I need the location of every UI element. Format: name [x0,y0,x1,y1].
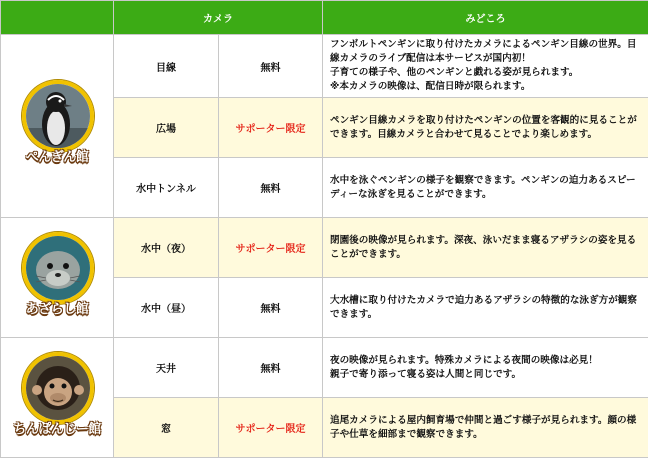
camera-description: 夜の映像が見られます。特殊カメラによる夜間の映像は必見！ 親子で寄り添って寝る姿は人間と同じです。 [323,338,648,398]
penguin-icon [22,80,94,152]
camera-description: フンボルトペンギンに取り付けたカメラによるペンギン目線の世界。目線カメラのライブ配信は本サービスが国内初！ 子育ての様子や、他のペンギンと戯れる姿が見られます。 ※本カメラの映像は、配信日時が限られます。 [323,35,648,98]
table-row [1,218,648,278]
access-type: 無料 [219,278,323,338]
house-cell-penguin [1,35,114,218]
header-camera: カメラ [114,1,323,35]
chimpanzee-house-badge[interactable] [9,346,105,450]
header-blank [1,1,114,35]
chimpanzee-icon [22,352,94,424]
camera-name[interactable]: 天井 [114,338,219,398]
camera-name[interactable]: 窓 [114,398,219,458]
table-header-row [1,1,648,35]
table-row [1,338,648,398]
house-label: ぺんぎん館 [9,146,105,165]
camera-name[interactable]: 水中（昼） [114,278,219,338]
header-highlight: みどころ [323,1,648,35]
camera-description: 追尾カメラによる屋内飼育場で仲間と過ごす様子が見られます。顔の様子や仕草を細部まで観察できます。 [323,398,648,458]
table-row [1,35,648,98]
house-cell-seal [1,218,114,338]
access-type: サポーター限定 [219,218,323,278]
access-type: サポーター限定 [219,398,323,458]
access-type: 無料 [219,158,323,218]
camera-name[interactable]: 水中トンネル [114,158,219,218]
seal-icon [22,232,94,304]
camera-name[interactable]: 水中（夜） [114,218,219,278]
house-cell-chimpanzee [1,338,114,458]
camera-name[interactable]: 広場 [114,98,219,158]
seal-house-badge[interactable] [9,226,105,330]
camera-name[interactable]: 目線 [114,35,219,98]
camera-description: ペンギン目線カメラを取り付けたペンギンの位置を客観的に見ることができます。目線カメラと合わせて見ることでより楽しめます。 [323,98,648,158]
penguin-house-badge[interactable] [9,74,105,178]
access-type: 無料 [219,35,323,98]
camera-description: 閉園後の映像が見られます。深夜、泳いだまま寝るアザラシの姿を見ることができます。 [323,218,648,278]
access-type: 無料 [219,338,323,398]
house-label: ちんぱんじー館 [9,418,105,437]
house-label: あざらし館 [9,298,105,317]
camera-description: 水中を泳ぐペンギンの様子を観察できます。ペンギンの迫力あるスピーディーな泳ぎを見ることができます。 [323,158,648,218]
access-type: サポーター限定 [219,98,323,158]
camera-description: 大水槽に取り付けたカメラで迫力あるアザラシの特徴的な泳ぎ方が観察できます。 [323,278,648,338]
